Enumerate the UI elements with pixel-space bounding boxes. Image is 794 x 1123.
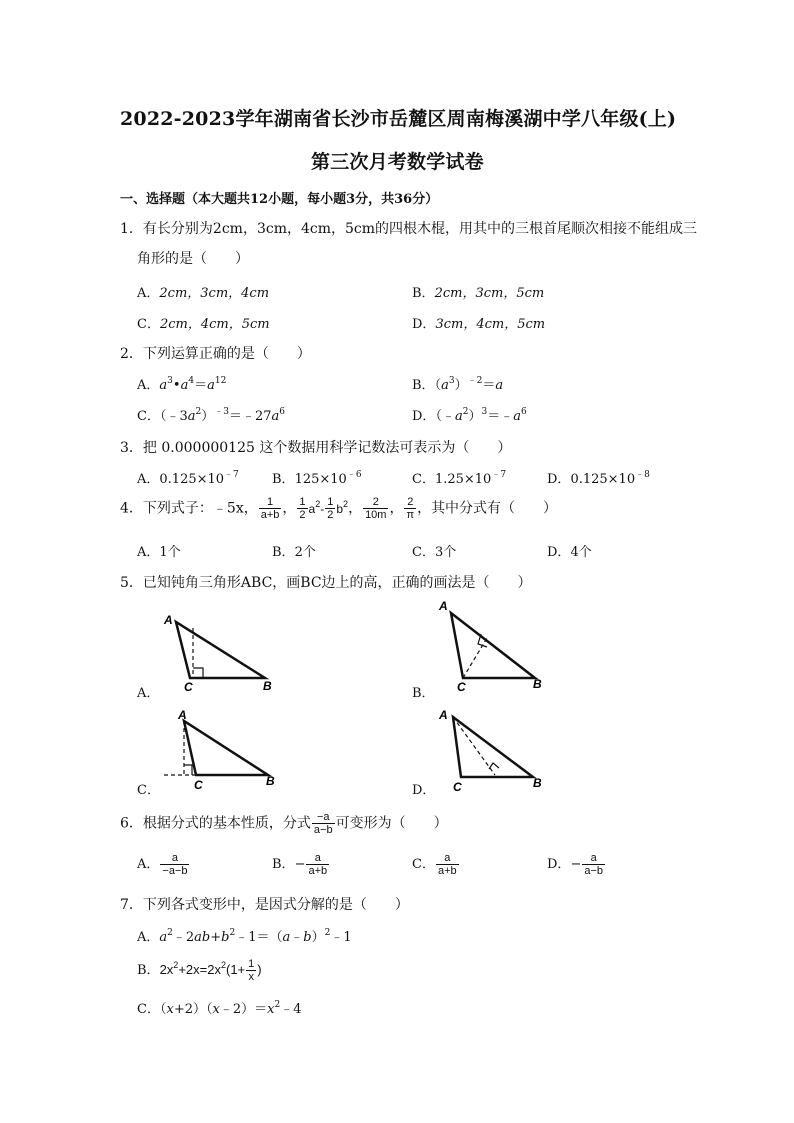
svg-text:B: B xyxy=(263,679,272,692)
q5-figure-a xyxy=(160,610,280,692)
q2-option-b: B．$(a^3)^{﹣2}=a$ xyxy=(412,376,504,393)
q4-option-d: D．4个 xyxy=(547,545,592,560)
question-2-text: 2．下列运算正确的是（ ） xyxy=(120,346,311,362)
q5-option-c-label: C． xyxy=(137,783,160,798)
q1-option-d: D．3cm，4cm，5cm xyxy=(412,317,546,332)
q3-option-d: D．$0.125\times 10^{﹣8}$ xyxy=(547,470,650,487)
question-1-text-cont: 角形的是（ ） xyxy=(137,251,249,267)
q5-figure-b xyxy=(435,598,555,693)
q3-option-a: A．$0.125\times 10^{﹣7}$ xyxy=(137,470,239,487)
question-6-text: 6．根据分式的基本性质，分式 $\frac{-a}{a-b}$ 可变形为（ ） xyxy=(120,811,448,836)
svg-text:A: A xyxy=(178,708,187,722)
section-header: 一、选择题（本大题共12小题，每小题3分，共36分） xyxy=(120,192,439,207)
page-title-line1: 2022-2023学年湖南省长沙市岳麓区周南梅溪湖中学八年级(上) xyxy=(120,108,677,130)
q5-figure-d xyxy=(435,705,555,793)
q6-option-c: C． $\frac{a}{a+b}$ xyxy=(412,852,457,877)
svg-text:A: A xyxy=(439,708,448,722)
question-5-text: 5．已知钝角三角形ABC，画BC边上的高，正确的画法是（ ） xyxy=(120,575,532,591)
question-1-text: 1．有长分别为2cm，3cm，4cm，5cm的四根木棍，用其中的三根首尾顺次相接不能组成三 xyxy=(120,221,698,237)
svg-text:B: B xyxy=(266,774,275,788)
question-7-text: 7．下列各式变形中，是因式分解的是（ ） xyxy=(120,897,409,913)
svg-text:C: C xyxy=(457,680,466,693)
q4-option-b: B．2个 xyxy=(272,545,316,560)
page-title-line2: 第三次月考数学试卷 xyxy=(311,151,484,173)
q1-option-a: A．2cm，3cm，4cm xyxy=(137,286,270,301)
q7-option-c: C．$(x+2)(x﹣2)=x^2﹣4$ xyxy=(137,1000,302,1017)
question-4-text: 4．下列式子：﹣5x， $\frac{1}{a+b}$ ， $\frac{1}{2}$ $a^2-$ $\frac{1}{2}$ $b^2$， $\frac{2}{10m}$ ， $\frac{2}{\pi}$ ，其中分式有（ ） xyxy=(120,496,558,521)
q4-option-a: A．1个 xyxy=(137,545,181,560)
question-3-text: 3．把 0.000000125 这个数据用科学记数法可表示为（ ） xyxy=(120,440,512,456)
q7-option-b: B．$2x^2+2x=2x^2(1+$ $\frac{1}{x}$ ) xyxy=(137,958,262,983)
q1-option-c: C．2cm，4cm，5cm xyxy=(137,317,270,332)
svg-text:C: C xyxy=(184,680,193,692)
svg-text:A: A xyxy=(164,613,173,627)
q1-option-b: B．2cm，3cm，5cm xyxy=(412,286,545,301)
svg-text:A: A xyxy=(439,599,448,613)
q2-option-d: D．$(﹣a^2)^3=﹣a^6$ xyxy=(412,407,527,424)
q2-option-c: C．$(﹣3a^2)^{﹣3}=﹣27a^6$ xyxy=(137,407,286,424)
q7-option-a: A．$a^2﹣2ab+b^2﹣1=(a﹣b)^2﹣1$ xyxy=(137,928,352,945)
q2-option-a: A．$a^3•a^4=a^{12}$ xyxy=(137,376,227,393)
q5-figure-c xyxy=(160,705,280,790)
q6-option-d: D．− $\frac{a}{a-b}$ xyxy=(547,852,604,877)
q5-option-b-label: B． xyxy=(412,686,435,701)
q6-option-b: B．− $\frac{a}{a+b}$ xyxy=(272,852,328,877)
svg-text:B: B xyxy=(533,677,542,691)
q3-option-c: C．$1.25\times 10^{﹣7}$ xyxy=(412,470,507,487)
q5-option-a-label: A． xyxy=(137,686,160,701)
q6-option-a: A． $\frac{a}{-a-b}$ xyxy=(137,852,188,877)
q4-option-c: C．3个 xyxy=(412,545,457,560)
q3-option-b: B．$125\times 10^{﹣6}$ xyxy=(272,470,362,487)
q5-option-d-label: D． xyxy=(412,783,436,798)
svg-text:C: C xyxy=(194,778,203,790)
svg-text:B: B xyxy=(533,776,542,790)
svg-text:C: C xyxy=(453,780,462,793)
